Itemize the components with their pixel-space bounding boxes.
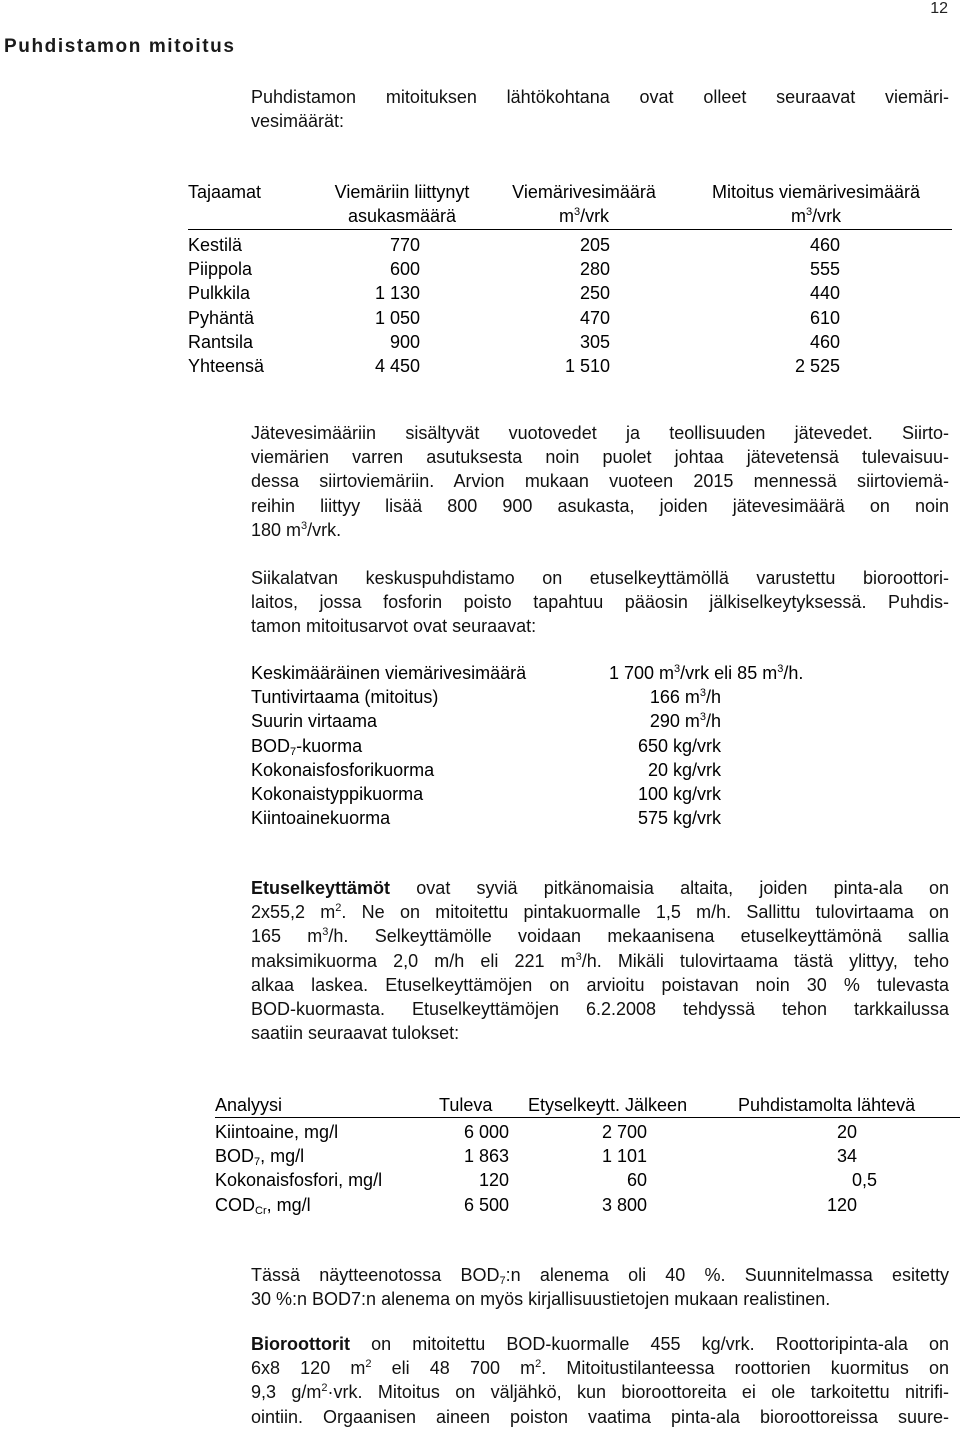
cell-residents: 600 xyxy=(389,259,420,280)
bold-term: Etuselkeyttämöt xyxy=(251,878,391,898)
cell-outgoing: 0,5 xyxy=(851,1170,877,1191)
text-run: 165 m xyxy=(251,926,323,947)
analysis-results-table xyxy=(215,1093,960,1217)
header-after-pre-clarifier: Etyselkeytt. Jälkeen xyxy=(528,1095,688,1115)
paragraph-line: Siikalatvan keskuspuhdistamo on etuselkeyttämöllä varustettu bioroottori- xyxy=(251,568,949,588)
cell-design: 555 xyxy=(809,259,840,280)
cell-incoming: 1 863 xyxy=(463,1146,509,1167)
table-row xyxy=(188,233,952,257)
text-run: 100 kg/vrk xyxy=(637,783,721,804)
paragraph-line: laitos, jossa fosforin poisto tapahtuu pääosin jälkiselkeytyksessä. Puhdis- xyxy=(251,592,949,613)
design-value-row xyxy=(251,734,871,758)
header-flow-line1: Viemärivesimäärä xyxy=(512,182,656,202)
cell-incoming: 6 500 xyxy=(463,1194,509,1215)
cell-design: 460 xyxy=(809,331,840,352)
text-run: 650 kg/vrk xyxy=(637,735,721,756)
cell-analysis: Kiintoaine, mg/l xyxy=(215,1122,339,1142)
superscript: 2 xyxy=(365,1358,372,1371)
header-residents-line2: asukasmäärä xyxy=(347,206,457,226)
paragraph-line xyxy=(251,924,949,948)
paragraph-line xyxy=(251,949,949,973)
design-value-amount xyxy=(597,734,721,758)
header-flow-unit-post: /vrk xyxy=(580,206,610,226)
table-row xyxy=(188,354,952,378)
superscript: 3 xyxy=(674,663,681,675)
paragraph-line: Jätevesimääriin sisältyvät vuotovedet ja teollisuuden jätevedet. Siirto- xyxy=(251,423,949,443)
text-run: 575 kg/vrk xyxy=(637,808,721,829)
text-run: 1 700 m xyxy=(609,663,675,683)
text-run: /h xyxy=(705,687,721,708)
design-value-amount xyxy=(597,685,721,709)
paragraph-line: ointiin. Orgaanisen aineen poiston vaatima pinta-ala bioroottoreissa suure- xyxy=(251,1406,949,1427)
text-run: BOD xyxy=(251,735,291,756)
cell-outgoing: 120 xyxy=(826,1194,857,1215)
design-value-label: Kiintoainekuorma xyxy=(251,808,391,829)
cell-design: 610 xyxy=(809,307,840,328)
text-run: 9,3 g/m xyxy=(251,1382,322,1403)
design-value-amount xyxy=(597,709,721,733)
superscript: 3 xyxy=(777,663,784,675)
design-value-amount xyxy=(597,806,721,830)
header-outgoing: Puhdistamolta lähtevä xyxy=(738,1095,916,1115)
cell-after-pre-clarifier: 1 101 xyxy=(601,1146,647,1167)
text-run: eli 48 700 m xyxy=(371,1358,536,1379)
table-row xyxy=(215,1168,960,1192)
text-run: /h. Selkeyttämölle voidaan mekaanisena etuselkeyttämönä sallia xyxy=(328,926,950,947)
cell-incoming: 120 xyxy=(478,1170,509,1191)
text-run: Tässä näytteenotossa BOD xyxy=(251,1265,500,1285)
header-tajaamat: Tajaamat xyxy=(188,182,262,202)
paragraph-line xyxy=(251,518,949,542)
cell-after-pre-clarifier: 60 xyxy=(626,1170,647,1191)
text-run: 6x8 120 m xyxy=(251,1358,366,1379)
paragraph-line: reihin liittyy lisää 800 900 asukasta, joiden jätevesimäärä on noin xyxy=(251,495,949,516)
text-run: , mg/l xyxy=(266,1194,311,1215)
paragraph-line: tamon mitoitusarvot ovat seuraavat: xyxy=(251,616,537,637)
text-run: COD xyxy=(215,1194,255,1215)
cell-outgoing: 34 xyxy=(836,1146,857,1167)
text-run: /h xyxy=(705,711,721,732)
superscript: 2 xyxy=(321,1382,328,1395)
paragraph-line: dessa siirtoviemäriin. Arvion mukaan vuoteen 2015 mennessä siirtoviemä- xyxy=(251,471,949,492)
cell-residents: 770 xyxy=(389,235,420,255)
text-run: 2x55,2 m xyxy=(251,902,336,923)
paragraph-line xyxy=(251,900,949,924)
paragraph-line xyxy=(251,876,949,900)
text-run: . Mitoitustilanteessa roottorien kuormitus on xyxy=(541,1358,949,1379)
intro-paragraph xyxy=(251,85,949,133)
paragraph-biorotors xyxy=(251,1332,949,1429)
superscript: 3 xyxy=(575,950,582,963)
header-residents xyxy=(306,180,498,228)
design-value-row xyxy=(251,685,871,709)
cell-name: Rantsila xyxy=(188,331,254,352)
paragraph-line: alkaa laskea. Etuselkeyttämöjen on arvioitu poistavan noin 30 % tulevasta xyxy=(251,974,949,995)
table-row xyxy=(188,330,952,354)
text-run: ·vrk. Mitoitus on väljähkö, kun bioroottoreita ei ole tarkoitettu nitrifi- xyxy=(327,1382,949,1403)
text-run: /h. xyxy=(783,663,804,683)
cell-after-pre-clarifier: 2 700 xyxy=(601,1122,647,1142)
cell-residents: 1 130 xyxy=(374,283,420,304)
cell-analysis xyxy=(215,1193,311,1217)
cell-analysis xyxy=(215,1144,304,1168)
superscript: 2 xyxy=(535,1358,542,1371)
cell-residents: 1 050 xyxy=(374,307,420,328)
bold-term: Bioroottorit xyxy=(251,1334,350,1354)
text-run: 166 m xyxy=(649,687,700,708)
design-value-row xyxy=(251,806,871,830)
text-run: 20 kg/vrk xyxy=(647,759,721,780)
text-run: , mg/l xyxy=(260,1146,305,1167)
header-design-flow xyxy=(688,180,944,228)
cell-name: Piippola xyxy=(188,259,253,280)
header-residents-line1: Viemäriin liittynyt xyxy=(334,182,470,202)
paragraph-line: BOD-kuormasta. Etuselkeyttämöjen 6.2.2008 tehdyssä tehon tarkkailussa xyxy=(251,999,949,1020)
design-value-row xyxy=(251,758,871,782)
text-run: /vrk. xyxy=(307,519,342,540)
subscript: 7 xyxy=(290,745,297,758)
header-design-line1: Mitoitus viemärivesimäärä xyxy=(711,182,921,202)
paragraph-wastewater xyxy=(251,421,949,542)
header-flow-unit-sup: 3 xyxy=(573,206,581,218)
text-run: :n alenema oli 40 %. Suunnitelmassa esitetty xyxy=(505,1265,949,1285)
table-header xyxy=(215,1093,960,1118)
design-value-row xyxy=(251,782,871,806)
cell-design: 2 525 xyxy=(794,355,840,376)
design-value-amount xyxy=(597,782,721,806)
design-value-label: Tuntivirtaama (mitoitus) xyxy=(251,687,439,708)
text-run: on mitoitettu BOD-kuormalle 455 kg/vrk. Roottoripinta-ala on xyxy=(349,1334,949,1354)
paragraph-line xyxy=(251,1356,949,1380)
cell-name: Pyhäntä xyxy=(188,307,255,328)
header-design-unit: m xyxy=(790,206,806,226)
cell-flow: 250 xyxy=(579,283,610,304)
header-incoming: Tuleva xyxy=(439,1095,493,1115)
subscript: 7 xyxy=(499,1275,506,1287)
superscript: 3 xyxy=(699,687,706,700)
superscript: 2 xyxy=(335,902,342,915)
cell-design: 440 xyxy=(809,283,840,304)
subscript: Cr xyxy=(255,1204,267,1217)
subscript: 7 xyxy=(254,1156,261,1169)
design-value-row xyxy=(251,661,871,685)
paragraph-line xyxy=(251,1380,949,1404)
paragraph-line xyxy=(251,1332,949,1356)
cell-outgoing: 20 xyxy=(836,1122,857,1142)
design-value-label xyxy=(251,734,362,758)
paragraph-line: saatiin seuraavat tulokset: xyxy=(251,1023,460,1044)
text-run: BOD xyxy=(215,1146,255,1167)
superscript: 3 xyxy=(301,519,308,532)
text-run: maksimikuorma 2,0 m/h eli 221 m xyxy=(251,950,576,971)
design-values-list xyxy=(251,661,871,830)
design-value-label: Kokonaistyppikuorma xyxy=(251,783,424,804)
cell-flow: 280 xyxy=(579,259,610,280)
table-row xyxy=(188,306,952,330)
cell-flow: 470 xyxy=(579,307,610,328)
table-header xyxy=(188,180,952,230)
intro-line: Puhdistamon mitoituksen lähtökohtana ovat olleet seuraavat viemäri- xyxy=(251,87,949,107)
text-run: 180 m xyxy=(251,519,302,540)
section-heading: Puhdistamon mitoitus xyxy=(4,36,236,57)
text-run: -kuorma xyxy=(296,735,363,756)
paragraph-line xyxy=(251,1263,949,1287)
design-value-label: Keskimääräinen viemärivesimäärä xyxy=(251,663,527,683)
cell-after-pre-clarifier: 3 800 xyxy=(601,1194,647,1215)
paragraph-line: viemärien varren asutuksesta noin puolet johtaa jätevetensä tulevaisuu- xyxy=(251,447,949,468)
cell-incoming: 6 000 xyxy=(463,1122,509,1142)
header-flow-unit: m xyxy=(558,206,574,226)
text-run: 290 m xyxy=(649,711,700,732)
cell-flow: 205 xyxy=(579,235,610,255)
design-value-label: Kokonaisfosforikuorma xyxy=(251,759,435,780)
cell-name: Pulkkila xyxy=(188,283,251,304)
paragraph-plant xyxy=(251,566,949,639)
superscript: 3 xyxy=(322,926,329,939)
design-value-amount xyxy=(597,758,721,782)
superscript: 3 xyxy=(699,711,706,724)
text-run: /vrk eli 85 m xyxy=(680,663,778,683)
cell-analysis: Kokonaisfosfori, mg/l xyxy=(215,1170,383,1191)
intro-line: vesimäärät: xyxy=(251,111,345,132)
header-design-unit-post: /vrk xyxy=(812,206,842,226)
cell-design: 460 xyxy=(809,235,840,255)
table-row xyxy=(188,281,952,305)
design-value-label: Suurin virtaama xyxy=(251,711,378,732)
paragraph-pre-clarifiers xyxy=(251,876,949,1045)
paragraph-bod-reduction xyxy=(251,1263,949,1311)
design-value-row xyxy=(251,709,871,733)
cell-flow: 1 510 xyxy=(564,355,610,376)
page-number: 12 xyxy=(930,0,948,17)
table-row xyxy=(215,1144,960,1168)
text-run: . Ne on mitoitettu pintakuormalle 1,5 m/h. Sallittu tulovirtaama on xyxy=(341,902,949,923)
text-run: ovat syviä pitkänomaisia altaita, joiden pinta-ala on xyxy=(390,878,949,898)
cell-flow: 305 xyxy=(579,331,610,352)
paragraph-line: 30 %:n BOD7:n alenema on myös kirjallisuustietojen mukaan realistinen. xyxy=(251,1289,831,1310)
header-design-unit-sup: 3 xyxy=(805,206,813,218)
cell-name: Kestilä xyxy=(188,235,243,255)
cell-residents: 4 450 xyxy=(374,355,420,376)
cell-residents: 900 xyxy=(389,331,420,352)
header-flow xyxy=(496,180,672,228)
wastewater-volume-table xyxy=(188,180,952,378)
design-value-amount xyxy=(609,661,803,685)
table-row xyxy=(215,1193,960,1217)
cell-name: Yhteensä xyxy=(188,355,265,376)
text-run: /h. Mikäli tulovirtaama tästä ylittyy, teho xyxy=(581,950,949,971)
table-row xyxy=(188,257,952,281)
table-row xyxy=(215,1120,960,1144)
header-analysis: Analyysi xyxy=(215,1095,283,1115)
